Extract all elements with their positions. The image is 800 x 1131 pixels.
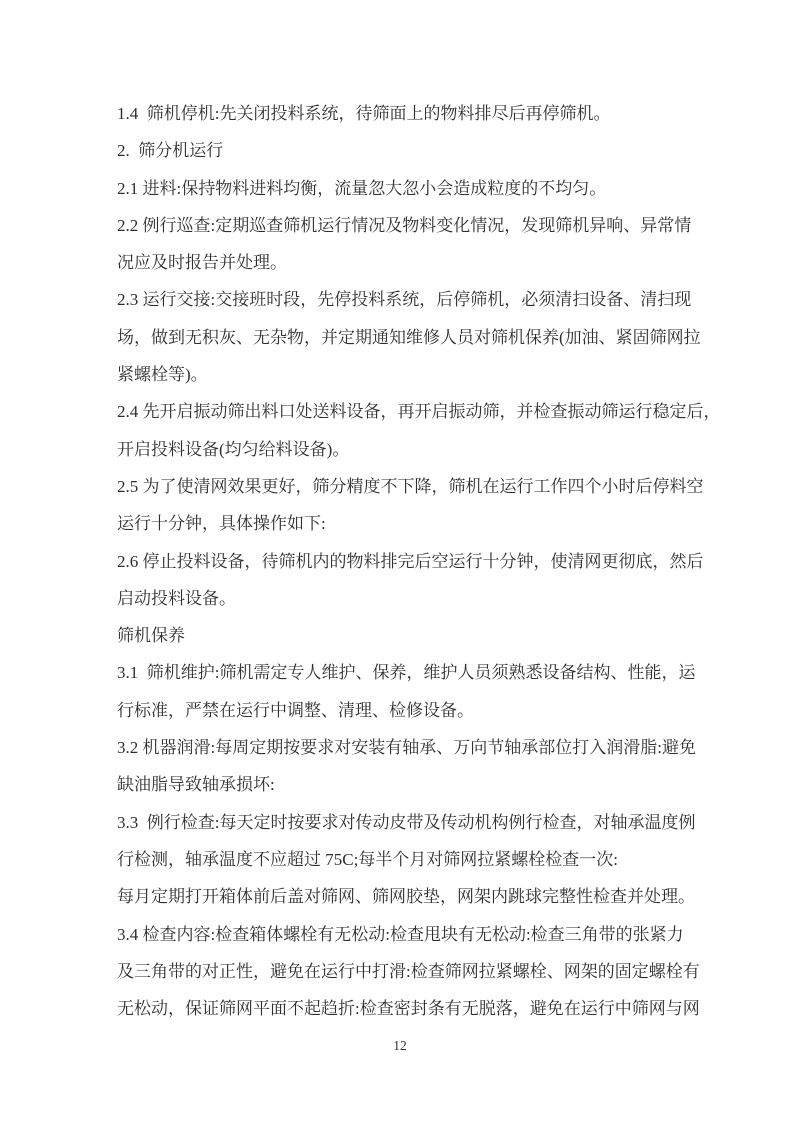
text-line: 每月定期打开箱体前后盖对筛网、筛网胶垫，网架内跳球完整性检查并处理。 bbox=[117, 887, 695, 907]
text-line: 筛机保养 bbox=[117, 626, 185, 646]
text-line: 2.4 先开启振动筛出料口处送料设备，再开启振动筛，并检查振动筛运行稳定后， bbox=[117, 402, 721, 422]
text-line: 场，做到无积灰、无杂物，并定期通知维修人员对筛机保养(加油、紧固筛网拉 bbox=[117, 327, 701, 347]
text-line: 况应及时报告并处理。 bbox=[117, 253, 287, 273]
text-line: 2.5 为了使清网效果更好，筛分精度不下降，筛机在运行工作四个小时后停料空 bbox=[117, 476, 704, 496]
text-line: 3.2 机器润滑:每周定期按要求对安装有轴承、万向节轴承部位打入润滑脂:避免 bbox=[117, 738, 696, 758]
text-line: 2.6 停止投料设备，待筛机内的物料排完后空运行十分钟，使清网更彻底，然后 bbox=[117, 551, 704, 571]
text-line: 2.1 进料:保持物料进料均衡，流量忽大忽小会造成粒度的不均匀。 bbox=[117, 178, 607, 198]
text-line: 2.2 例行巡查:定期巡查筛机运行情况及物料变化情况，发现筛机异响、异常情 bbox=[117, 215, 692, 235]
text-line: 1.4 筛机停机:先关闭投料系统，待筛面上的物料排尽后再停筛机。 bbox=[117, 104, 611, 123]
text-line: 缺油脂导致轴承损坏: bbox=[117, 775, 275, 795]
text-line: 紧螺栓等)。 bbox=[117, 365, 208, 385]
document-body bbox=[117, 95, 737, 1027]
text-line: 开启投料设备(均匀给料设备)。 bbox=[117, 439, 350, 459]
text-line: 无松动，保证筛网平面不起趋折:检查密封条有无脱落，避免在运行中筛网与网 bbox=[117, 999, 700, 1019]
text-line: 行标准，严禁在运行中调整、清理、检修设备。 bbox=[117, 700, 474, 720]
text-line: 行检测，轴承温度不应超过 75C;每半个月对筛网拉紧螺栓检查一次: bbox=[117, 849, 619, 869]
text-line: 3.1 筛机维护:筛机需定专人维护、保养，维护人员须熟悉设备结构、性能，运 bbox=[117, 663, 696, 683]
text-line: 启动投料设备。 bbox=[117, 588, 236, 608]
text-line: 3.4 检查内容:检查箱体螺栓有无松动:检查甩块有无松动:检查三角带的张紧力 bbox=[117, 924, 684, 944]
text-line: 运行十分钟，具体操作如下: bbox=[117, 514, 326, 534]
text-line: 及三角带的对正性，避免在运行中打滑:检查筛网拉紧螺栓、网架的固定螺栓有 bbox=[117, 961, 700, 981]
text-line: 3.3 例行检查:每天定时按要求对传动皮带及传动机构例行检查，对轴承温度例 bbox=[117, 812, 696, 832]
page-number: 12 bbox=[393, 1038, 407, 1053]
text-line: 2.3 运行交接:交接班时段，先停投料系统，后停筛机，必须清扫设备、清扫现 bbox=[117, 290, 692, 310]
text-line: 2. 筛分机运行 bbox=[117, 141, 224, 161]
